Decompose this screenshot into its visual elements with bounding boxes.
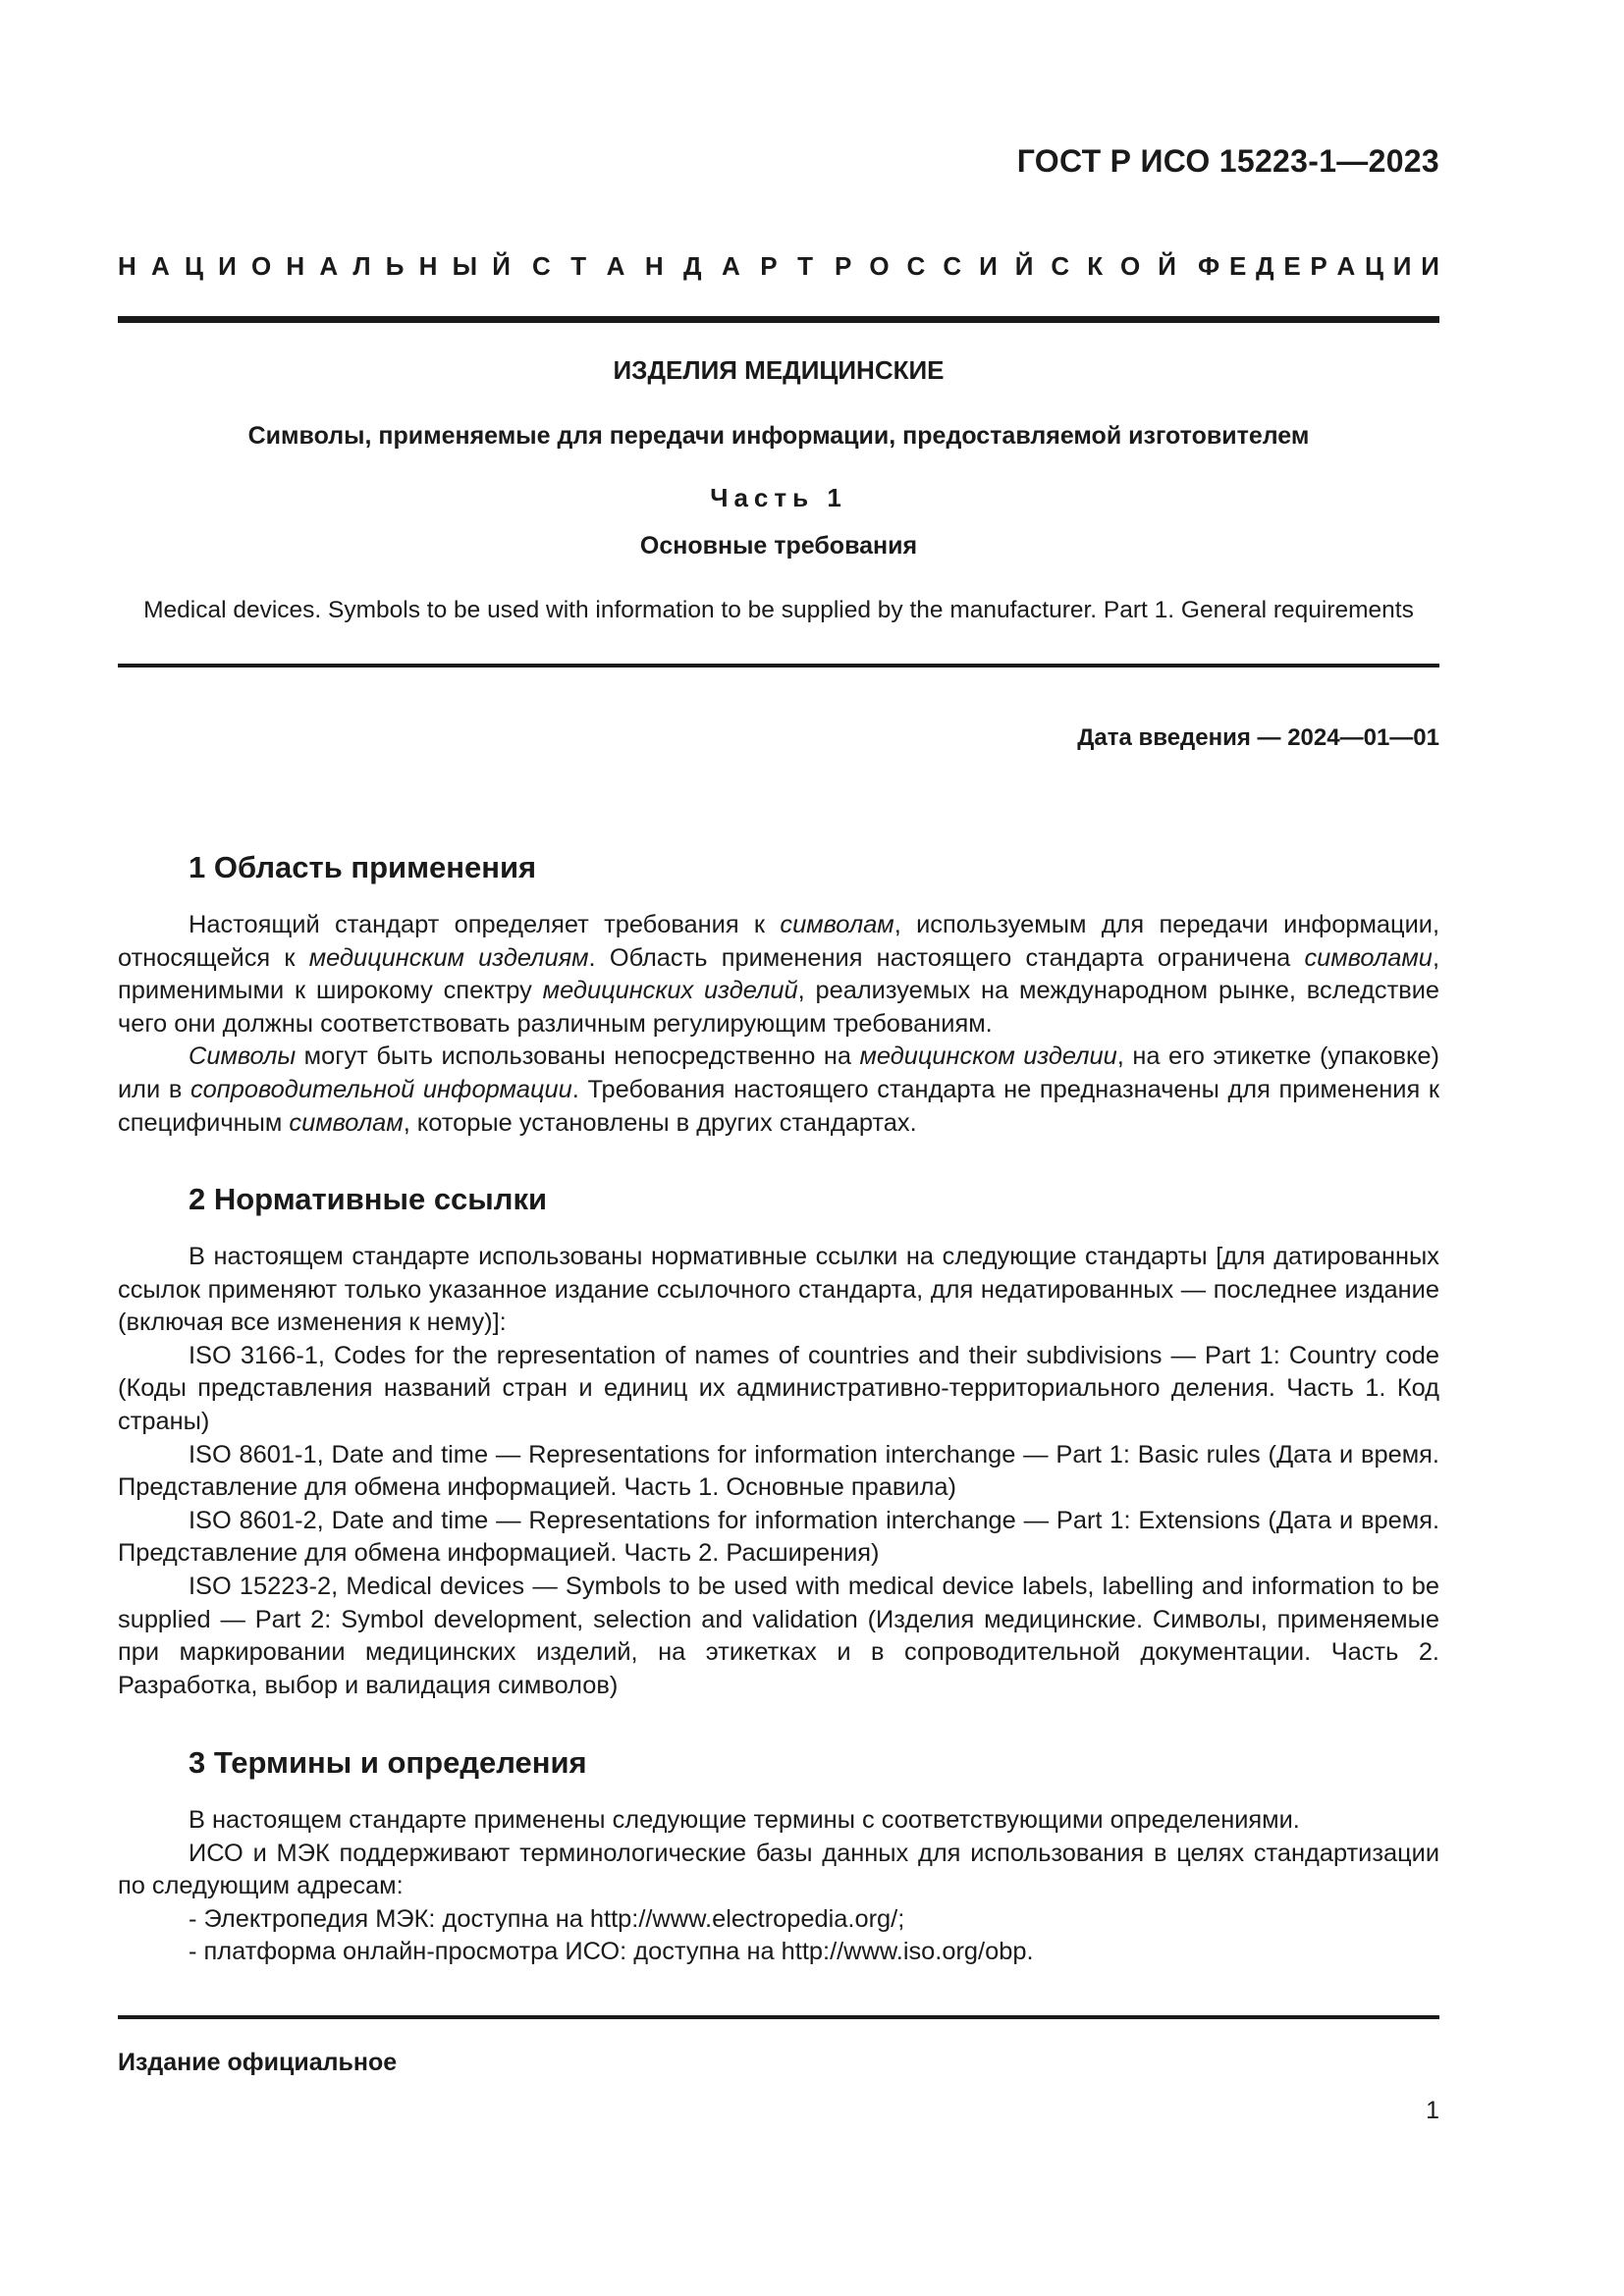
reference-item: ISO 3166-1, Codes for the representation of names of countries and their subdivisions — Part 1: Country code (Коды представления названий стран и единиц их административно-территориального деления. Часть 1. Код страны)	[118, 1341, 1439, 1435]
section-body-normative-references	[118, 1241, 1439, 1702]
part-title: Основные требования	[639, 532, 918, 560]
section-heading-normative-references: 2 Нормативные ссылки	[189, 1182, 548, 1216]
document-page	[118, 0, 1439, 2296]
paragraph: Настоящий стандарт определяет требования к символам, используемым для передачи информации, относящейся к медицинским изделиям. Область применения настоящего стандарта ограничена символами, применимыми к широкому спектру медицинских изделий, реализуемых на международном рынке, вследствие чего они должны соответствовать различным регулирующим требованиям.	[118, 911, 1440, 1038]
standard-subtitle: Символы, применяемые для передачи информации, предоставляемой изготовителем	[247, 422, 1310, 450]
english-title: Medical devices. Symbols to be used with information to be supplied by the manufacturer. Part 1. General requirements	[143, 597, 1414, 623]
paragraph: Символы могут быть использованы непосредственно на медицинском изделии, на его этикетке (упаковке) или в сопроводительной информации. Требования настоящего стандарта не предназначены для применения к специфичным символам, которые установлены в других стандартах.	[118, 1042, 1439, 1137]
paragraph: В настоящем стандарте использованы нормативные ссылки на следующие стандарты [для датированных ссылок применяют только указанное издание ссылочного стандарта, для недатированных — последнее издание (включая все изменения к нему)]:	[118, 1243, 1439, 1337]
part-label: Часть 1	[710, 483, 847, 512]
footer-rule	[118, 2015, 1439, 2019]
section-heading-terms-definitions: 3 Термины и определения	[189, 1745, 587, 1780]
document-number: ГОСТ Р ИСО 15223-1—2023	[1016, 143, 1439, 179]
section-body-terms-definitions	[118, 1804, 1439, 1969]
introduction-date: Дата введения — 2024—01—01	[1077, 724, 1439, 751]
paragraph: В настоящем стандарте применены следующие термины с соответствующими определениями.	[189, 1806, 1300, 1834]
list-item-iso-obp: - платформа онлайн-просмотра ИСО: доступна на http://www.iso.org/obp.	[189, 1938, 1034, 1966]
page-number: 1	[1426, 2097, 1439, 2124]
official-edition-label: Издание официальное	[118, 2049, 398, 2076]
section-body-scope	[118, 909, 1439, 1140]
reference-item: ISO 15223-2, Medical devices — Symbols to be used with medical device labels, labelling and information to be supplied — Part 2: Symbol development, selection and validation (Изделия медицинские. Символы, применяемые при маркировании медицинских изделий, на этикетках и в сопроводительной документации. Часть 2. Разработка, выбор и валидация символов)	[118, 1572, 1439, 1699]
header-thick-rule	[118, 316, 1439, 323]
banner-word: С Т А Н Д А Р Т	[532, 251, 813, 281]
list-item-electropedia: - Электропедия МЭК: доступна на http://www.electropedia.org/;	[189, 1904, 905, 1933]
national-standard-banner	[118, 251, 1439, 282]
paragraph: ИСО и МЭК поддерживают терминологические базы данных для использования в целях стандартизации по следующим адресам:	[118, 1839, 1439, 1900]
banner-word: Р О С С И Й С К О Й	[835, 251, 1176, 281]
reference-item: ISO 8601-1, Date and time — Representations for information interchange — Part 1: Basic rules (Дата и время. Представление для обмена информацией. Часть 1. Основные правила)	[118, 1440, 1439, 1502]
standard-title: ИЗДЕЛИЯ МЕДИЦИНСКИЕ	[613, 355, 945, 385]
reference-item: ISO 8601-2, Date and time — Representations for information interchange — Part 1: Extensions (Дата и время. Представление для обмена информацией. Часть 2. Расширения)	[118, 1506, 1439, 1568]
title-bottom-rule	[118, 664, 1439, 667]
section-heading-scope: 1 Область применения	[189, 850, 537, 884]
banner-word: Ф Е Д Е Р А Ц И И	[1198, 251, 1439, 281]
banner-word: Н А Ц И О Н А Л Ь Н Ы Й	[118, 251, 511, 281]
